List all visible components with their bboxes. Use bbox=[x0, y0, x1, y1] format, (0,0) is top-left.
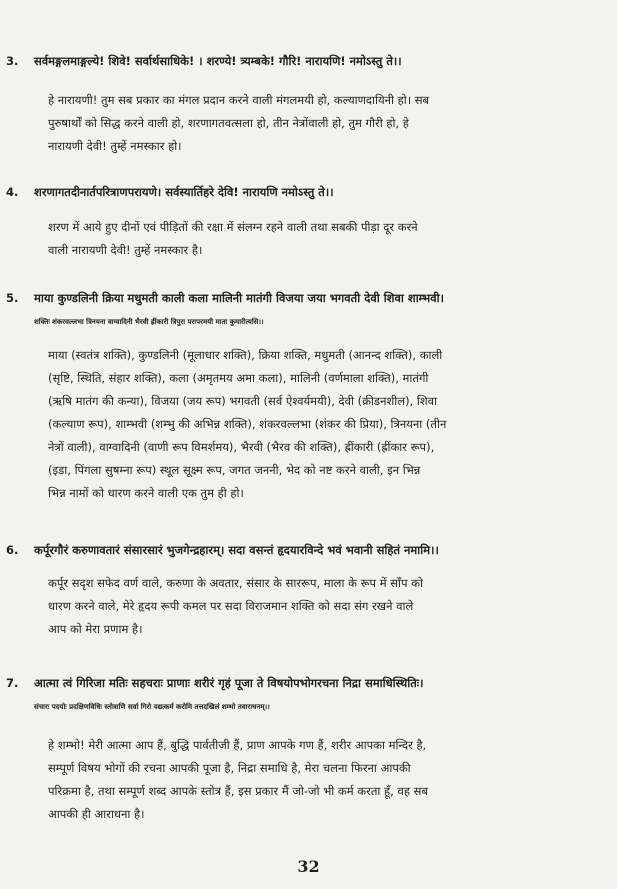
verse-text: आत्मा त्वं गिरिजा मतिः सहचराः प्राणाः शरीरं गृहं पूजा ते विषयोपभोगरचना निद्रा समाधिस्थितिः। bbox=[34, 676, 424, 690]
verse-number: 6. bbox=[6, 543, 19, 557]
meaning-line: आप को मेरा प्रणाम है। bbox=[48, 622, 143, 636]
verse-line bbox=[34, 698, 617, 716]
page-number: 32 bbox=[297, 857, 320, 876]
meaning-line: (सृष्टि, स्थिति, संहार शक्ति), कला (अमृतमय अमा कला), मालिनी (वर्णमाला शक्ति), मातंगी bbox=[48, 371, 429, 385]
verse-line bbox=[6, 183, 606, 201]
verse-number: 4. bbox=[6, 185, 19, 199]
meaning-line: हे शम्भो! मेरी आत्मा आप हैं, बुद्धि पार्वतीजी हैं, प्राण आपके गण हैं, शरीर आपका मन्दिर है, bbox=[48, 738, 427, 752]
verse-text: कर्पूरगौरं करुणावतारं संसारसारं भुजगेन्द्रहारम्। सदा वसन्तं हृदयारविन्दे भवं भवानी सहितं नमामि।। bbox=[34, 543, 439, 557]
meaning-line: शरण में आये हुए दीनों एवं पीड़ितों की रक्षा में संलग्न रहने वाली तथा सबकी पीड़ा दूर करने bbox=[48, 220, 418, 234]
verse-text: सर्वमङ्गलमाङ्गल्ये! शिवे! सर्वार्थसाधिके! । शरण्ये! त्र्यम्बके! गौरि! नारायणि! नमोऽस्तु ते।। bbox=[34, 54, 402, 68]
meaning-line: नारायणी देवी! तुम्हें नमस्कार हो। bbox=[48, 139, 182, 153]
meaning-line: परिक्रमा है, तथा सम्पूर्ण शब्द आपके स्तोत्र हैं, इस प्रकार मैं जो-जो भी कर्म करता हूँ, वह सब bbox=[48, 784, 428, 798]
meaning-line: आपकी ही आराधना है। bbox=[48, 807, 145, 821]
meaning-line: वाली नारायणी देवी! तुम्हें नमस्कार है। bbox=[48, 243, 203, 257]
verse-number: 7. bbox=[6, 676, 19, 690]
meaning-line: नेत्रों वाली), वाग्वादिनी (वाणी रूप विमर्शमय), भैरवी (भैरव की शक्ति), ह्रींकारी (ह्रींकार रूप), bbox=[48, 440, 435, 454]
verse-text: संचारः पदयोः प्रदक्षिणविधिः स्तोत्राणि सर्वा गिरो यद्यत्कर्म करोमि तत्तदखिलं शम्भो तवाराधनम्।। bbox=[34, 703, 270, 711]
meaning-line: पुरुषार्थों को सिद्ध करने वाली हो, शरणागतवत्सला हो, तीन नेत्रोंवाली हो, तुम गौरी हो, हे bbox=[48, 116, 409, 130]
verse-text: माया कुण्डलिनी क्रिया मधुमती काली कला मालिनी मातंगी विजया जया भगवती देवी शिवा शाम्भवी। bbox=[34, 291, 444, 305]
verse-5-meaning bbox=[48, 344, 586, 505]
meaning-line: धारण करने वाले, मेरे हृदय रूपी कमल पर सदा विराजमान शक्ति को सदा संग रखने वाले bbox=[48, 599, 414, 613]
verse-7-meaning bbox=[48, 734, 586, 826]
meaning-line: हे नारायणी! तुम सब प्रकार का मंगल प्रदान करने वाली मंगलमयी हो, कल्याणदायिनी हो। सब bbox=[48, 93, 430, 107]
verse-number: 3. bbox=[6, 54, 19, 68]
verse-6-meaning bbox=[48, 572, 586, 641]
meaning-line: माया (स्वतंत्र शक्ति), कुण्डलिनी (मूलाधार शक्ति), क्रिया शक्ति, मधुमती (आनन्द शक्ति), काली bbox=[48, 348, 443, 362]
verse-line bbox=[34, 313, 617, 331]
verse-text: शरणागतदीनार्तपरित्राणपरायणे। सर्वस्यार्तिहरे देवि! नारायणि नमोऽस्तु ते।। bbox=[34, 185, 334, 199]
verse-line bbox=[6, 674, 606, 692]
verse-line bbox=[6, 289, 606, 307]
verse-line bbox=[6, 52, 606, 70]
meaning-line: सम्पूर्ण विषय भोगों की रचना आपकी पूजा है, निद्रा समाधि है, मेरा चलना फिरना आपकी bbox=[48, 761, 411, 775]
meaning-line: (कल्याण रूप), शाम्भवी (शम्भु की अभिन्न शक्ति), शंकरवल्लभा (शंकर की प्रिया), त्रिनयना (तीन bbox=[48, 417, 447, 431]
verse-text: शक्तिः शंकरवल्लभा त्रिनयना वाग्वादिनी भैरवी ह्रींकारी त्रिपुरा परापरमयी माता कुमारीत्यसि।। bbox=[34, 318, 264, 326]
meaning-line: (ऋषि मातंग की कन्या), विजया (जय रूप) भगवती (सर्व ऐश्वर्यमयी), देवी (क्रीडनशील), शिवा bbox=[48, 394, 438, 408]
verse-3-meaning bbox=[48, 89, 586, 158]
meaning-line: कर्पूर सदृश सफेद वर्ण वाले, करुणा के अवतार, संसार के साररूप, माला के रूप में साँप को bbox=[48, 576, 423, 590]
verse-line bbox=[6, 541, 606, 559]
verse-number: 5. bbox=[6, 291, 19, 305]
verse-4-meaning bbox=[48, 216, 586, 262]
meaning-line: भिन्न नामों को धारण करने वाली एक तुम ही हो। bbox=[48, 486, 244, 500]
bleed-through-artifact bbox=[150, 0, 500, 40]
meaning-line: (इडा, पिंगला सुषम्ना रूप) स्थूल सूक्ष्म रूप, जगत जननी, भेद को नष्ट करने वाली, इन भिन्न bbox=[48, 463, 421, 477]
